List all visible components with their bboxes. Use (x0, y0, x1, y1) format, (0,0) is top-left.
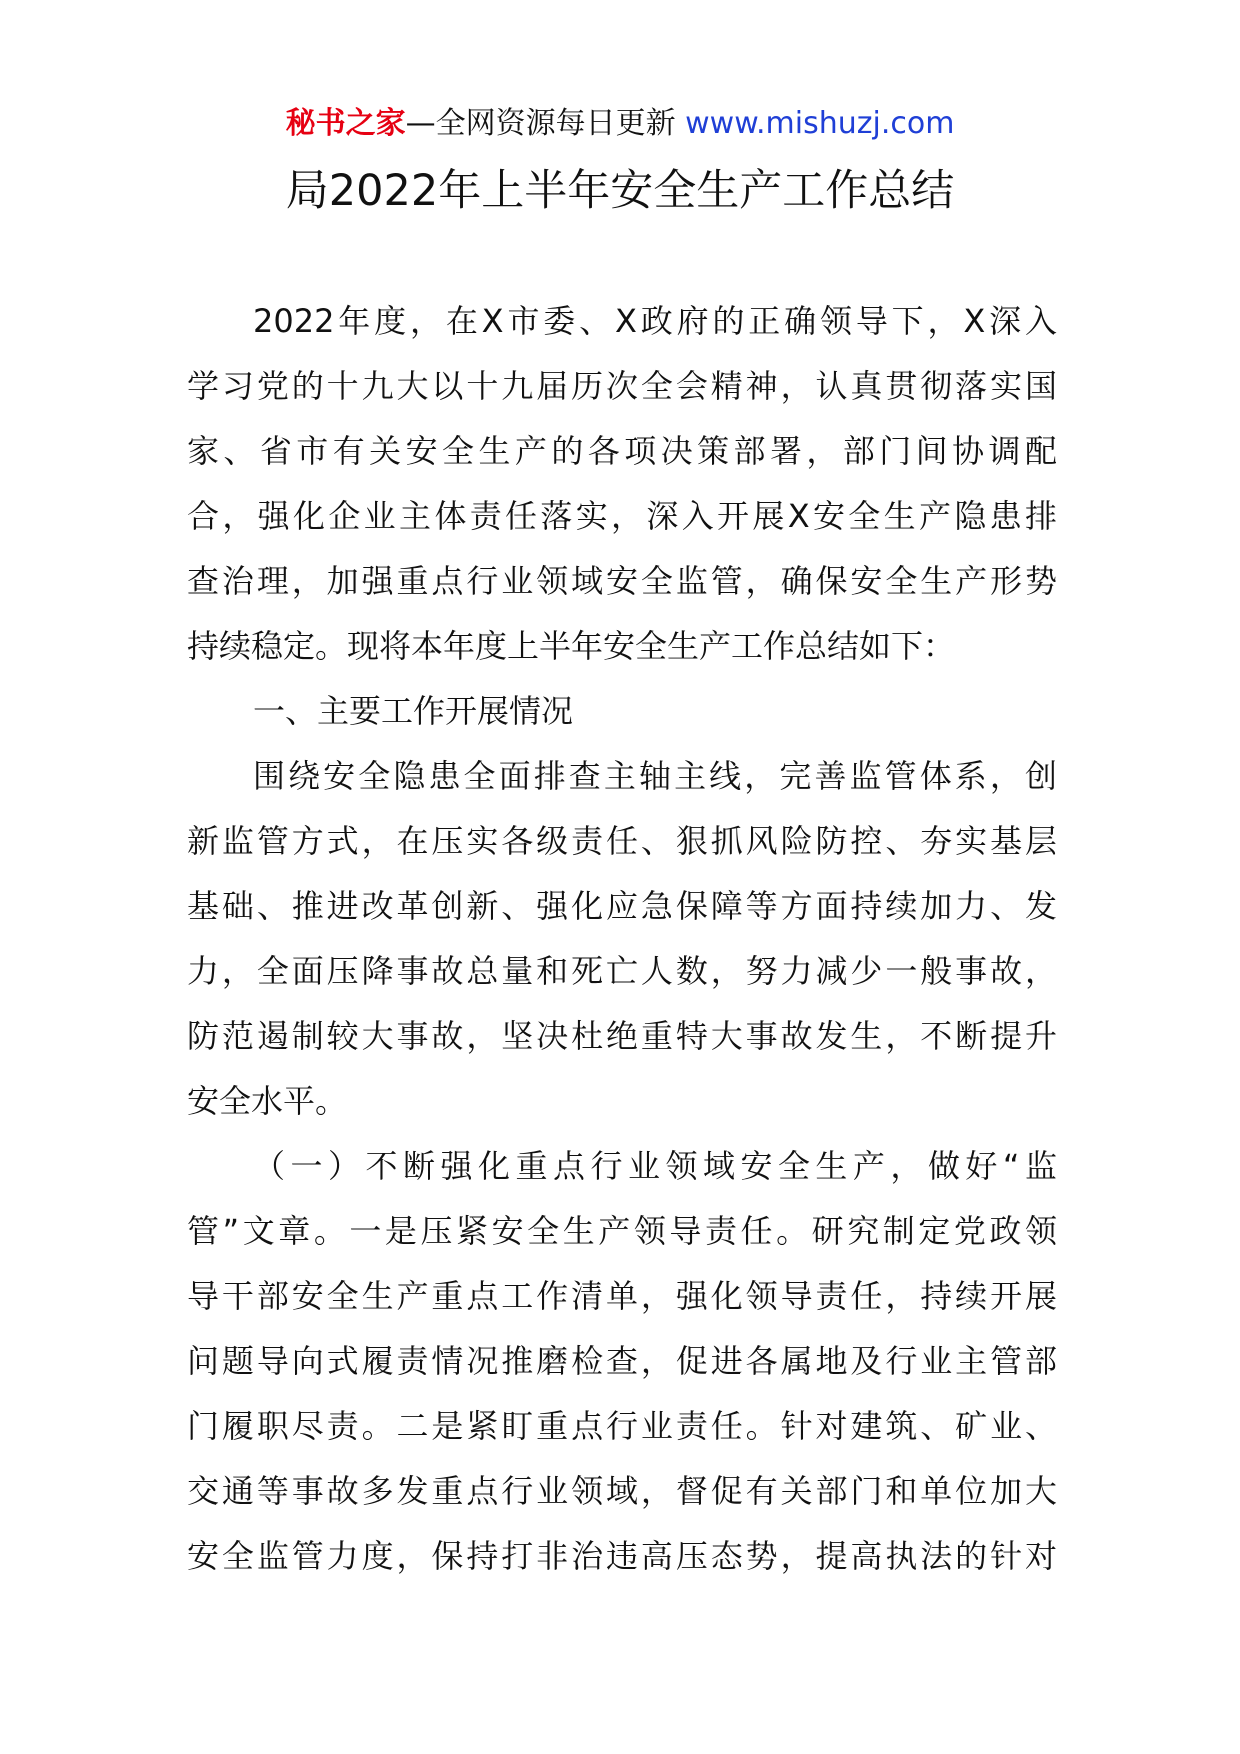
paragraph-line: 力，全面压降事故总量和死亡人数，努力减少一般事故， (187, 952, 1057, 990)
paragraph-line: 家、省市有关安全生产的各项决策部署，部门间协调配 (187, 432, 1057, 470)
paragraph-line: （一）不断强化重点行业领域安全生产，做好“监 (253, 1147, 1057, 1185)
paragraph-line: 基础、推进改革创新、强化应急保障等方面持续加力、发 (187, 887, 1057, 925)
paragraph-line: 安全水平。 (187, 1082, 348, 1120)
paragraph-line: 围绕安全隐患全面排查主轴主线，完善监管体系，创 (253, 757, 1057, 795)
paragraph-line: 查治理，加强重点行业领域安全监管，确保安全生产形势 (187, 562, 1057, 600)
section-1-paragraph (187, 744, 1057, 1134)
paragraph-line: 安全监管力度，保持打非治违高压态势，提高执法的针对 (187, 1537, 1057, 1575)
paragraph-line: 防范遏制较大事故，坚决杜绝重特大事故发生，不断提升 (187, 1017, 1057, 1055)
site-brand: 秘书之家 (285, 106, 406, 141)
site-slogan: —全网资源每日更新 (405, 106, 676, 141)
document-title: 局2022年上半年安全生产工作总结 (285, 166, 955, 216)
paragraph-line: 管”文章。一是压紧安全生产领导责任。研究制定党政领 (187, 1212, 1057, 1250)
paragraph-line: 交通等事故多发重点行业领域，督促有关部门和单位加大 (187, 1472, 1057, 1510)
paragraph-line: 门履职尽责。二是紧盯重点行业责任。针对建筑、矿业、 (187, 1407, 1057, 1445)
site-header (0, 104, 1240, 144)
subsection-1-paragraph (187, 1134, 1057, 1589)
paragraph-line: 学习党的十九大以十九届历次全会精神，认真贯彻落实国 (187, 367, 1057, 405)
paragraph-line: 新监管方式，在压实各级责任、狠抓风险防控、夯实基层 (187, 822, 1057, 860)
paragraph-line: 2022年度，在X市委、X政府的正确领导下，X深入 (253, 302, 1057, 340)
paragraph-line: 导干部安全生产重点工作清单，强化领导责任，持续开展 (187, 1277, 1057, 1315)
section-heading: 一、主要工作开展情况 (253, 692, 574, 730)
paragraph-line: 问题导向式履责情况推磨检查，促进各属地及行业主管部 (187, 1342, 1057, 1380)
site-url[interactable]: www.mishuzj.com (685, 106, 955, 141)
document-body (187, 289, 1057, 1589)
paragraph-line: 持续稳定。现将本年度上半年安全生产工作总结如下： (187, 627, 956, 665)
paragraph-line: 合，强化企业主体责任落实，深入开展X安全生产隐患排 (187, 497, 1057, 535)
intro-paragraph (187, 289, 1057, 679)
